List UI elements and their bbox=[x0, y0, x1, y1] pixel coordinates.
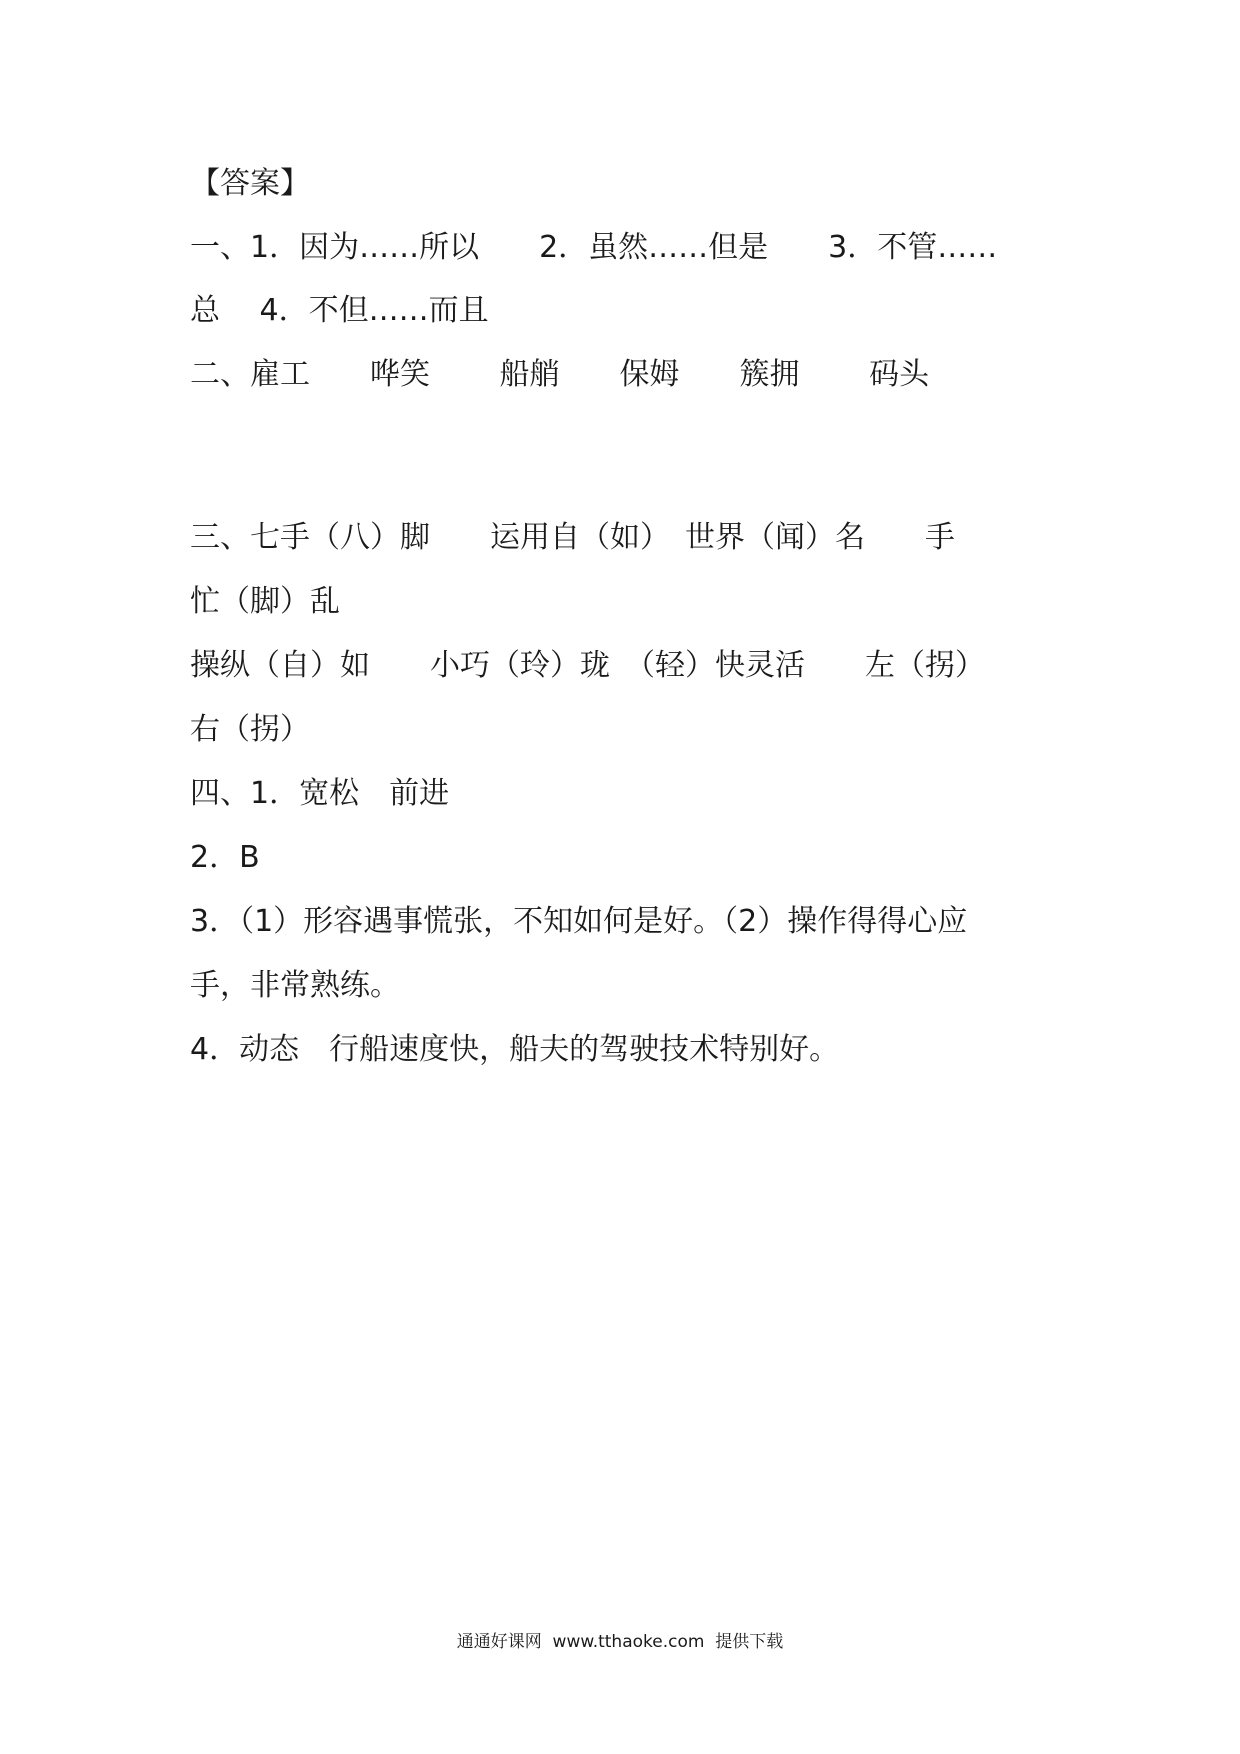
answer-line-2: 总 4．不但……而且 bbox=[190, 293, 489, 328]
answer-line-11: 手，非常熟练。 bbox=[190, 968, 400, 1003]
answer-line-9: 2．B bbox=[190, 840, 260, 875]
answer-line-7: 右（拐） bbox=[190, 712, 310, 747]
answer-line-6: 操纵（自）如 小巧（玲）珑 （轻）快灵活 左（拐） bbox=[190, 648, 985, 683]
answer-line-1: 一、1．因为……所以 2．虽然……但是 3．不管…… bbox=[190, 230, 998, 265]
answer-line-8: 四、1．宽松 前进 bbox=[190, 776, 450, 811]
answer-line-5: 忙（脚）乱 bbox=[190, 584, 340, 619]
footer-download-note: 通通好课网 www.tthaoke.com 提供下载 bbox=[456, 1632, 784, 1652]
answer-line-10: 3．（1）形容遇事慌张，不知如何是好。（2）操作得得心应 bbox=[190, 904, 968, 939]
answer-title: 【答案】 bbox=[190, 166, 310, 201]
answer-line-12: 4．动态 行船速度快，船夫的驾驶技术特别好。 bbox=[190, 1032, 840, 1067]
answer-line-3: 二、雇工 哗笑 船艄 保姆 簇拥 码头 bbox=[190, 357, 930, 392]
answer-line-4: 三、七手（八）脚 运用自（如） 世界（闻）名 手 bbox=[190, 520, 955, 555]
